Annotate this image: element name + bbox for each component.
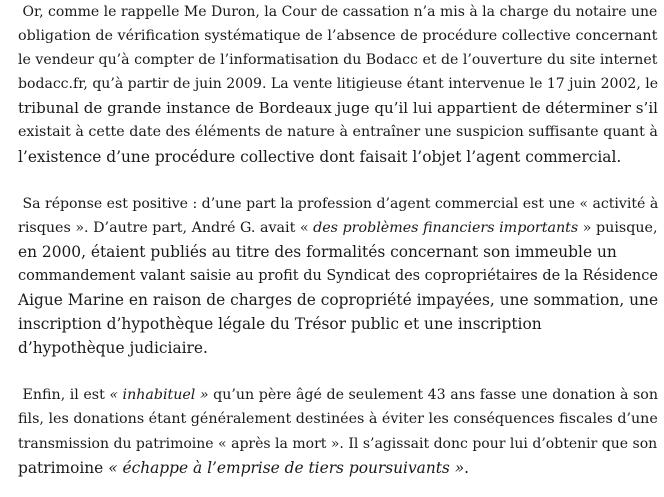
text-line <box>18 456 658 480</box>
text-line <box>18 145 658 169</box>
text-segment: le vendeur qu’à compter de l’informatisation du Bodacc et de l’ouverture du site internet <box>18 52 658 69</box>
text-segment: Aigue Marine en raison de charges de copropriété impayées, une sommation, une <box>18 291 659 310</box>
text-segment: » puisque, <box>578 219 658 236</box>
text-segment: Or, comme le rappelle Me Duron, la Cour de cassation n’a mis à la charge du notaire une <box>18 4 658 20</box>
text-line <box>18 383 658 407</box>
text-segment: en 2000, étaient publiés au titre des formalités concernant son immeuble un <box>18 242 617 261</box>
text-segment: existait à cette date des éléments de nature à entraîner une suspicion suffisante quant à <box>18 124 658 141</box>
text-line <box>18 24 658 48</box>
paragraph-positive-response <box>18 192 658 361</box>
text-line <box>18 432 658 456</box>
text-segment: patrimoine <box>18 458 109 477</box>
text-line <box>18 288 658 312</box>
text-segment: bodacc.fr, qu’à partir de juin 2009. La vente litigieuse étant intervenue le 17 juin 2002, le <box>18 76 659 93</box>
text-segment: obligation de vérification systématique de l’absence de procédure collective concernant <box>18 28 658 45</box>
paragraph-unusual-donation <box>18 383 658 479</box>
text-line <box>18 407 658 431</box>
text-line <box>18 216 658 240</box>
text-segment: fils, les donations étant généralement destinées à éviter les conséquences fiscales d’une <box>18 411 658 428</box>
text-segment: l’existence d’une procédure collective dont faisait l’objet l’agent commercial. <box>18 147 622 166</box>
text-segment: d’hypothèque judiciaire. <box>18 339 208 358</box>
text-line <box>18 312 658 336</box>
text-segment: inscription d’hypothèque légale du Trésor public et une inscription <box>18 315 542 334</box>
text-line <box>18 48 658 72</box>
text-segment: transmission du patrimoine « après la mort ». Il s’agissait donc pour lui d’obtenir que son <box>18 435 658 452</box>
text-line <box>18 72 658 96</box>
italic-quote: « inhabituel » <box>109 387 209 404</box>
paragraph-notary-obligation <box>18 0 658 169</box>
italic-quote: « échappe à l’emprise de tiers poursuivants » <box>108 458 465 477</box>
text-line <box>18 120 658 144</box>
text-line <box>18 240 658 264</box>
text-segment: Sa réponse est positive : d’une part la profession d’agent commercial est une « activité à <box>18 195 659 212</box>
text-segment: . <box>464 458 470 477</box>
text-segment: risques ». D’autre part, André G. avait « <box>18 219 314 236</box>
text-segment: qu’un père âgé de seulement 43 ans fasse une donation à son <box>208 387 659 404</box>
text-line <box>18 0 658 24</box>
text-segment: tribunal de grande instance de Bordeaux juge qu’il lui appartient de déterminer s’il <box>18 99 658 118</box>
text-line <box>18 336 658 360</box>
text-segment: Enfin, il est <box>18 387 110 404</box>
text-line <box>18 264 658 288</box>
text-line <box>18 192 658 216</box>
text-segment: commandement valant saisie au profit du Syndicat des copropriétaires de la Résidence <box>18 267 658 284</box>
italic-quote: des problèmes financiers importants <box>313 219 579 236</box>
article-body <box>18 0 658 480</box>
text-line <box>18 96 658 120</box>
